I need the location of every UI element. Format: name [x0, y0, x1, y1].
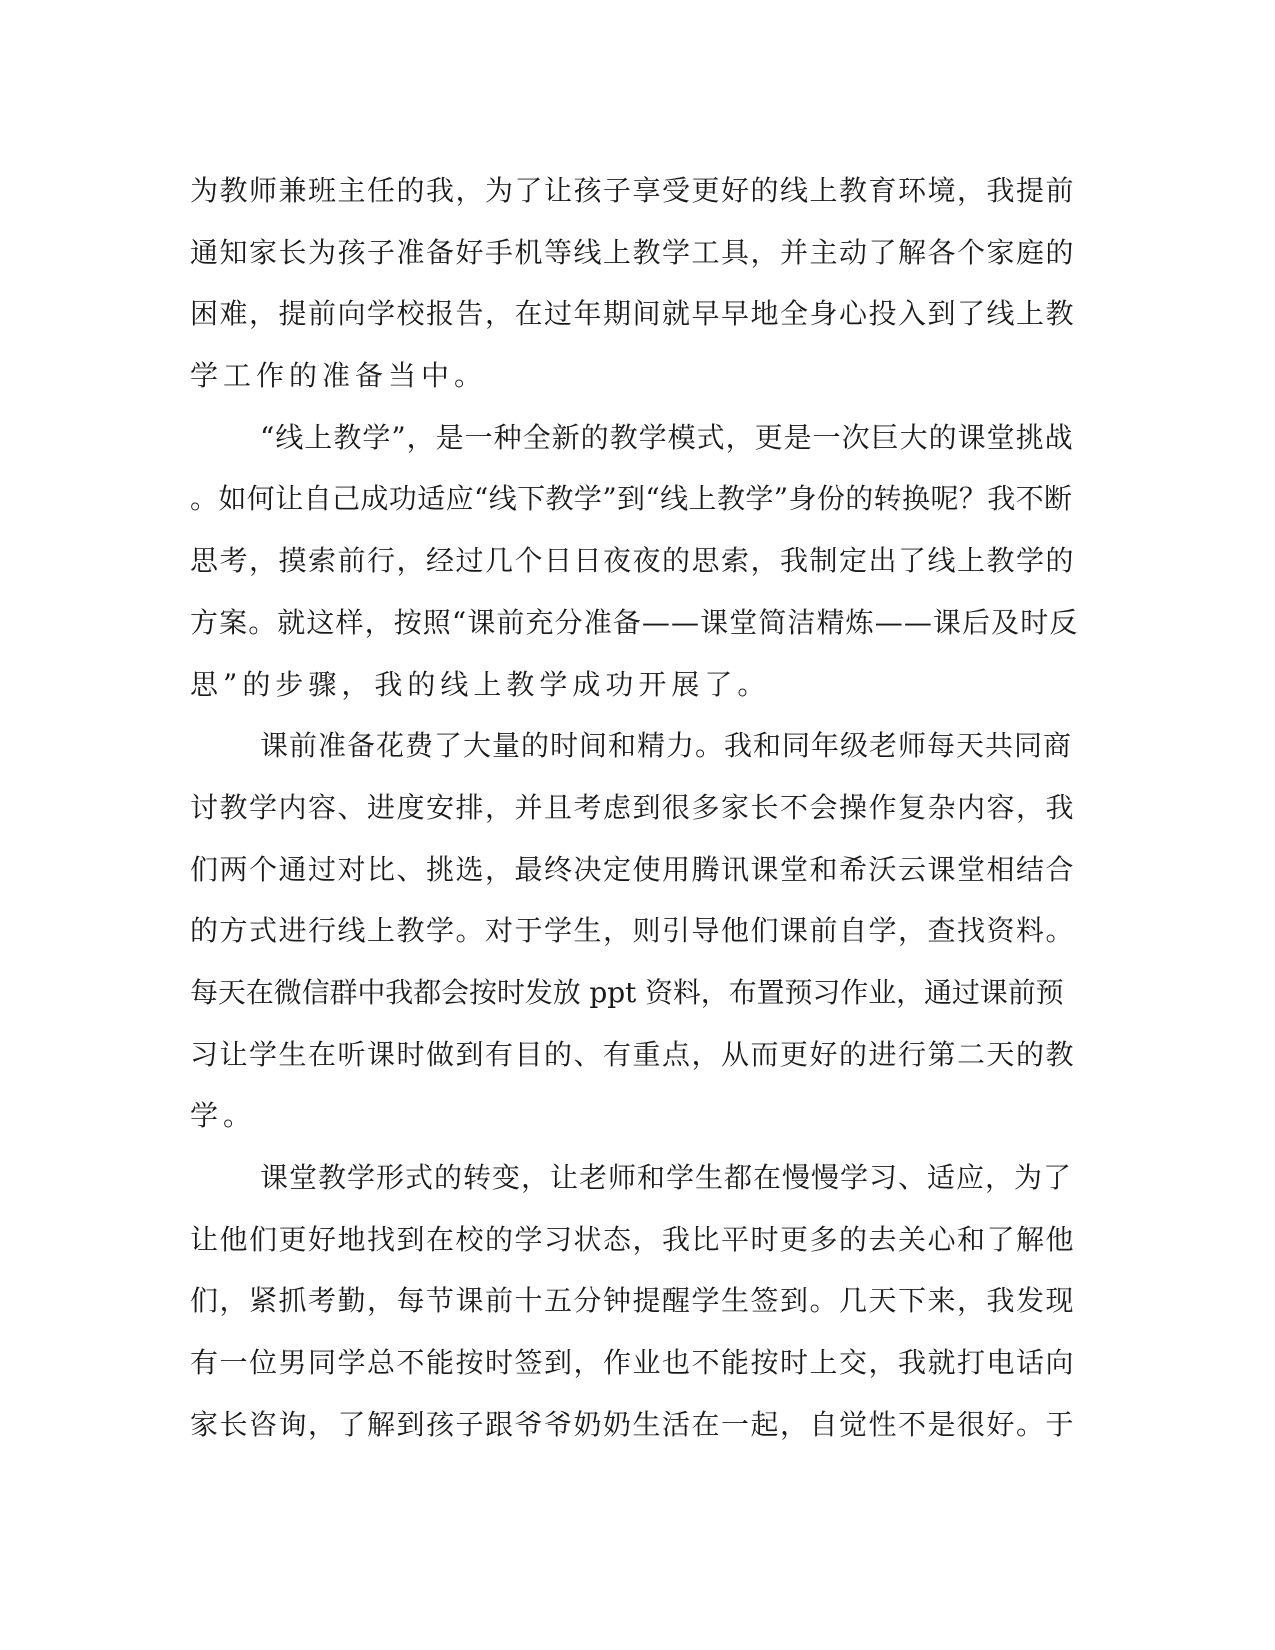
text-line: 的方式进行线上教学。对于学生，则引导他们课前自学，查找资料。	[190, 914, 1076, 948]
text-line: 困难，提前向学校报告，在过年期间就早早地全身心投入到了线上教	[190, 297, 1076, 331]
text-line: 家长咨询，了解到孩子跟爷爷奶奶生活在一起，自觉性不是很好。于	[190, 1407, 1076, 1441]
text-line: 思”的步骤，我的线上教学成功开展了。	[190, 667, 771, 701]
text-line: 每天在微信群中我都会按时发放 ppt 资料，布置预习作业，通过课前预	[190, 975, 1064, 1009]
text-line: 讨教学内容、进度安排，并且考虑到很多家长不会操作复杂内容，我	[190, 790, 1076, 824]
text-line: 们两个通过对比、挑选，最终决定使用腾讯课堂和希沃云课堂相结合	[190, 852, 1076, 886]
paragraph-first-line: “线上教学”，是一种全新的教学模式，更是一次巨大的课堂挑战	[260, 420, 1074, 454]
text-line: 通知家长为孩子准备好手机等线上教学工具，并主动了解各个家庭的	[190, 235, 1076, 269]
paragraph-first-line: 课前准备花费了大量的时间和精力。我和同年级老师每天共同商	[260, 729, 1073, 763]
text-line: 思考，摸索前行，经过几个日日夜夜的思索，我制定出了线上教学的	[190, 544, 1076, 578]
text-line: 让他们更好地找到在校的学习状态，我比平时更多的去关心和了解他	[190, 1222, 1076, 1256]
paragraph-first-line: 课堂教学形式的转变，让老师和学生都在慢慢学习、适应，为了	[260, 1161, 1073, 1194]
text-line: 方案。就这样，按照“课前充分准备——课堂简洁精炼——课后及时反	[190, 605, 1079, 639]
body-text	[190, 160, 1080, 1455]
text-line: 学。	[190, 1099, 257, 1133]
text-line: 有一位男同学总不能按时签到，作业也不能按时上交，我就打电话向	[190, 1346, 1076, 1380]
text-line: 为教师兼班主任的我，为了让孩子享受更好的线上教育环境，我提前	[190, 174, 1076, 207]
text-line: 学工作的准备当中。	[190, 359, 488, 393]
text-line: 。如何让自己成功适应“线下教学”到“线上教学”身份的转换呢？我不断	[190, 482, 1073, 516]
text-line: 们，紧抓考勤，每节课前十五分钟提醒学生签到。几天下来，我发现	[190, 1284, 1076, 1318]
text-line: 习让学生在听课时做到有目的、有重点，从而更好的进行第二天的教	[190, 1037, 1076, 1071]
